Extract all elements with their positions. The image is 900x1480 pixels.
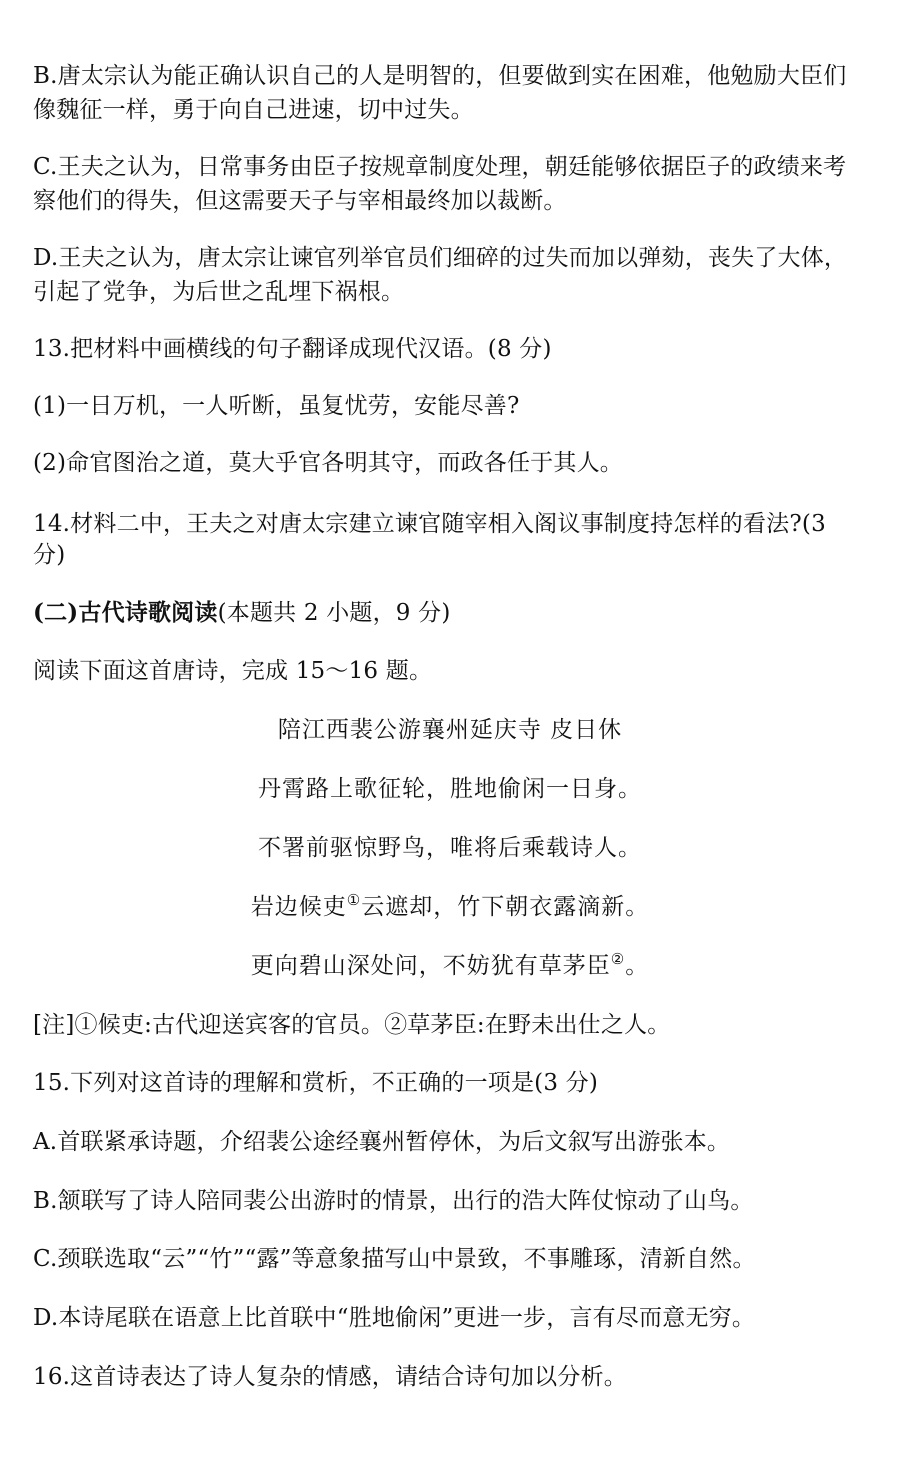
- poem-title: 陪江西裴公游襄州延庆寺 皮日休: [277, 717, 623, 743]
- poem-line-4-b: 。: [625, 953, 650, 979]
- q12-option-c-line1: C.王夫之认为，日常事务由臣子按规章制度处理，朝廷能够依据臣子的政绩来考: [33, 154, 847, 180]
- q15-option-b: B.颔联写了诗人陪同裴公出游时的情景，出行的浩大阵仗惊动了山鸟。: [33, 1188, 754, 1214]
- q12-option-b-line2: 像魏征一样，勇于向自己进速，切中过失。: [33, 97, 474, 123]
- q12-option-b-line1: B.唐太宗认为能正确认识自己的人是明智的，但要做到实在困难，他勉励大臣们: [33, 63, 847, 89]
- q12-option-d-line1: D.王夫之认为，唐太宗让谏官列举官员们细碎的过失而加以弹劾，丧失了大体，: [33, 245, 848, 271]
- footnote-marker-2: ②: [610, 950, 626, 968]
- poem-line-3-b: 云遮却，竹下朝衣露滴新。: [361, 894, 650, 920]
- poem-line-2: 不署前驱惊野鸟，唯将后乘载诗人。: [258, 835, 642, 861]
- q14-stem-line2: 分): [33, 542, 66, 568]
- section-heading-rest: (本题共 2 小题，9 分): [217, 600, 451, 626]
- q13-item-2: (2)命官图治之道，莫大乎官各明其守，而政各任于其人。: [33, 450, 623, 476]
- q13-item-1: (1)一日万机，一人听断，虽复忧劳，安能尽善?: [33, 393, 520, 419]
- poem-line-3-a: 岩边候吏: [250, 894, 347, 920]
- poem-line-4: [0, 947, 900, 985]
- q14-stem-line1: 14.材料二中，王夫之对唐太宗建立谏官随宰相入阁议事制度持怎样的看法?(3: [33, 511, 826, 537]
- q16-stem: 16.这首诗表达了诗人复杂的情感，请结合诗句加以分析。: [33, 1364, 627, 1390]
- poem-line-4-a: 更向碧山深处问，不妨犹有草茅臣: [250, 953, 611, 979]
- section-instruction: 阅读下面这首唐诗，完成 15～16 题。: [33, 658, 433, 684]
- section-heading-bold: (二)古代诗歌阅读: [33, 599, 218, 626]
- q15-option-a: A.首联紧承诗题，介绍裴公途经襄州暂停休，为后文叙写出游张本。: [33, 1129, 731, 1155]
- q15-option-d: D.本诗尾联在语意上比首联中“胜地偷闲”更进一步，言有尽而意无穷。: [33, 1305, 756, 1331]
- q15-option-c: C.颈联选取“云”“竹”“露”等意象描写山中景致，不事雕琢，清新自然。: [33, 1246, 756, 1272]
- q12-option-c-line2: 察他们的得失，但这需要天子与宰相最终加以裁断。: [33, 188, 567, 214]
- poem-line-3: [0, 888, 900, 926]
- q13-stem: 13.把材料中画横线的句子翻译成现代汉语。(8 分): [33, 336, 552, 362]
- q15-stem: 15.下列对这首诗的理解和赏析，不正确的一项是(3 分): [33, 1070, 599, 1096]
- q12-option-d-line2: 引起了党争，为后世之乱埋下祸根。: [33, 279, 405, 305]
- section-heading: [33, 594, 873, 632]
- poem-line-1: 丹霄路上歌征轮，胜地偷闲一日身。: [258, 776, 642, 802]
- footnote-marker-1: ①: [346, 891, 362, 909]
- poem-notes: [注]①候吏:古代迎送宾客的官员。②草茅臣:在野未出仕之人。: [33, 1012, 671, 1038]
